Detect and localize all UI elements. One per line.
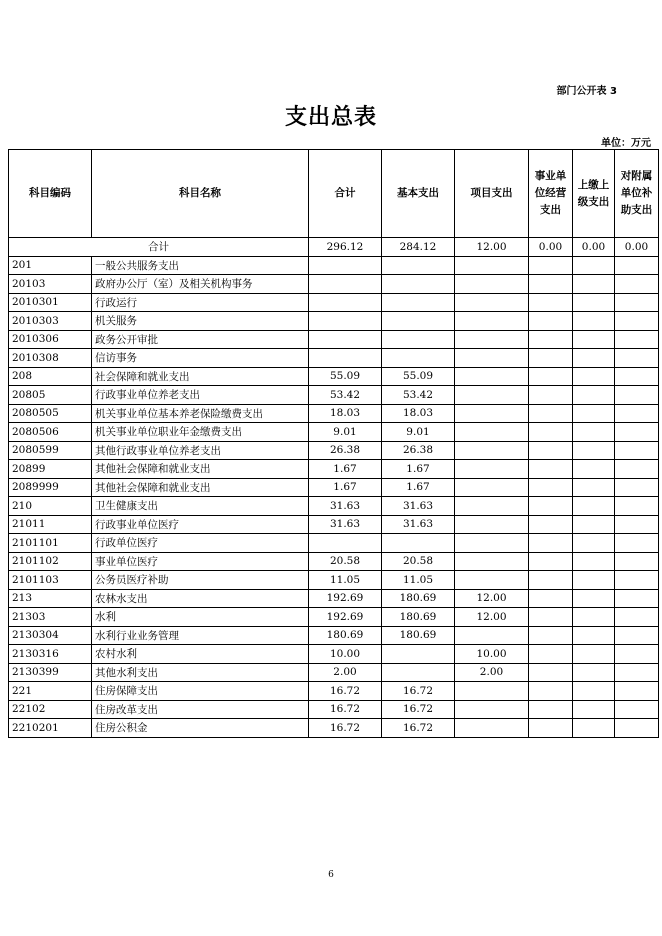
row-project [455,460,529,479]
row-name: 行政事业单位医疗 [92,515,309,534]
row-upper [573,589,615,608]
row-basic: 16.72 [382,700,455,719]
row-upper [573,626,615,645]
row-name: 其他行政事业单位养老支出 [92,441,309,460]
row-project [455,404,529,423]
row-subsidy [615,460,659,479]
row-subsidy [615,404,659,423]
table-row [9,571,659,590]
row-upper [573,312,615,331]
row-basic: 9.01 [382,423,455,442]
row-name: 其他社会保障和就业支出 [92,478,309,497]
row-project [455,571,529,590]
row-name: 住房保障支出 [92,682,309,701]
row-business [529,719,573,738]
row-subsidy [615,608,659,627]
row-code: 21011 [9,515,92,534]
row-total: 16.72 [309,700,382,719]
table-row [9,663,659,682]
row-upper [573,478,615,497]
total-total: 296.12 [309,238,382,257]
row-business [529,608,573,627]
header-basic: 基本支出 [382,150,455,238]
row-project [455,534,529,553]
table-row [9,386,659,405]
table-row [9,645,659,664]
row-business [529,682,573,701]
row-project: 12.00 [455,608,529,627]
row-upper [573,423,615,442]
header-code: 科目编码 [9,150,92,238]
row-business [529,700,573,719]
table-row [9,589,659,608]
row-basic: 55.09 [382,367,455,386]
row-project [455,552,529,571]
row-basic: 26.38 [382,441,455,460]
row-name: 行政单位医疗 [92,534,309,553]
row-name: 行政事业单位养老支出 [92,386,309,405]
row-business [529,534,573,553]
row-basic: 180.69 [382,589,455,608]
row-total: 26.38 [309,441,382,460]
expenditure-table [8,149,659,738]
row-business [529,386,573,405]
table-row [9,515,659,534]
total-project: 12.00 [455,238,529,257]
row-basic [382,256,455,275]
total-row [9,238,659,257]
header-name: 科目名称 [92,150,309,238]
row-project [455,367,529,386]
table-row [9,293,659,312]
row-project [455,626,529,645]
row-basic [382,663,455,682]
row-total [309,293,382,312]
row-upper [573,367,615,386]
row-subsidy [615,478,659,497]
row-project [455,515,529,534]
row-name: 政务公开审批 [92,330,309,349]
row-project [455,478,529,497]
row-business [529,552,573,571]
header-project: 项目支出 [455,150,529,238]
form-number: 部门公开表 3 [556,86,617,97]
row-basic: 1.67 [382,478,455,497]
row-name: 水利行业业务管理 [92,626,309,645]
row-project [455,682,529,701]
row-business [529,256,573,275]
row-subsidy [615,386,659,405]
row-subsidy [615,441,659,460]
row-code: 2101103 [9,571,92,590]
table-row [9,682,659,701]
table-row [9,256,659,275]
row-business [529,645,573,664]
row-total [309,349,382,368]
row-business [529,663,573,682]
row-basic [382,349,455,368]
row-subsidy [615,349,659,368]
row-project [455,386,529,405]
row-basic: 31.63 [382,515,455,534]
row-business [529,404,573,423]
page-title: 支出总表 [284,105,377,130]
row-subsidy [615,293,659,312]
table-row [9,534,659,553]
row-code: 213 [9,589,92,608]
row-code: 2010301 [9,293,92,312]
table-row [9,441,659,460]
row-subsidy [615,626,659,645]
row-business [529,441,573,460]
header-business: 事业单位经营支出 [529,150,573,238]
row-name: 社会保障和就业支出 [92,367,309,386]
row-code: 2089999 [9,478,92,497]
row-code: 20103 [9,275,92,294]
row-subsidy [615,534,659,553]
row-total [309,330,382,349]
row-business [529,589,573,608]
row-project [455,423,529,442]
row-total: 20.58 [309,552,382,571]
row-business [529,626,573,645]
row-upper [573,571,615,590]
row-name: 住房公积金 [92,719,309,738]
row-name: 信访事务 [92,349,309,368]
row-name: 公务员医疗补助 [92,571,309,590]
row-basic: 180.69 [382,626,455,645]
row-business [529,478,573,497]
row-code: 210 [9,497,92,516]
table-row [9,275,659,294]
table-row [9,497,659,516]
row-basic: 16.72 [382,719,455,738]
row-code: 2101101 [9,534,92,553]
row-project [455,700,529,719]
row-total: 31.63 [309,497,382,516]
row-project [455,293,529,312]
row-code: 20899 [9,460,92,479]
row-total: 180.69 [309,626,382,645]
row-code: 221 [9,682,92,701]
row-basic: 180.69 [382,608,455,627]
table-row [9,349,659,368]
row-project [455,256,529,275]
row-upper [573,441,615,460]
row-code: 2080599 [9,441,92,460]
row-project: 2.00 [455,663,529,682]
row-basic: 20.58 [382,552,455,571]
row-subsidy [615,682,659,701]
row-code: 20805 [9,386,92,405]
row-total: 11.05 [309,571,382,590]
row-upper [573,552,615,571]
row-upper [573,293,615,312]
unit-label: 单位：万元 [601,138,651,149]
row-project [455,719,529,738]
row-business [529,367,573,386]
table-row [9,404,659,423]
row-basic [382,275,455,294]
row-business [529,423,573,442]
row-total: 9.01 [309,423,382,442]
row-upper [573,663,615,682]
row-subsidy [615,423,659,442]
row-name: 其他社会保障和就业支出 [92,460,309,479]
total-subsidy: 0.00 [615,238,659,257]
row-basic [382,312,455,331]
table-row [9,423,659,442]
row-upper [573,275,615,294]
row-total: 55.09 [309,367,382,386]
row-name: 农林水支出 [92,589,309,608]
table-row [9,367,659,386]
row-project [455,441,529,460]
row-total: 1.67 [309,478,382,497]
row-code: 2130316 [9,645,92,664]
row-basic: 1.67 [382,460,455,479]
row-upper [573,608,615,627]
row-basic: 18.03 [382,404,455,423]
table-row [9,626,659,645]
row-business [529,497,573,516]
row-upper [573,386,615,405]
row-code: 2010303 [9,312,92,331]
row-upper [573,682,615,701]
total-basic: 284.12 [382,238,455,257]
row-business [529,349,573,368]
row-basic [382,645,455,664]
row-code: 2080505 [9,404,92,423]
row-subsidy [615,312,659,331]
row-business [529,312,573,331]
row-upper [573,349,615,368]
row-basic [382,330,455,349]
row-total: 192.69 [309,608,382,627]
row-upper [573,404,615,423]
row-subsidy [615,645,659,664]
row-subsidy [615,552,659,571]
row-name: 政府办公厅（室）及相关机构事务 [92,275,309,294]
row-subsidy [615,663,659,682]
row-basic: 11.05 [382,571,455,590]
row-total [309,275,382,294]
row-code: 2010306 [9,330,92,349]
row-name: 机关事业单位基本养老保险缴费支出 [92,404,309,423]
row-code: 2210201 [9,719,92,738]
row-code: 22102 [9,700,92,719]
row-name: 一般公共服务支出 [92,256,309,275]
row-code: 2010308 [9,349,92,368]
row-project [455,330,529,349]
row-name: 水利 [92,608,309,627]
page-number: 6 [328,870,334,880]
row-code: 2080506 [9,423,92,442]
row-basic: 31.63 [382,497,455,516]
row-business [529,515,573,534]
row-name: 行政运行 [92,293,309,312]
row-total: 31.63 [309,515,382,534]
row-subsidy [615,589,659,608]
row-total: 1.67 [309,460,382,479]
table-row [9,552,659,571]
row-total [309,256,382,275]
row-subsidy [615,330,659,349]
row-subsidy [615,700,659,719]
row-code: 201 [9,256,92,275]
row-upper [573,645,615,664]
row-upper [573,700,615,719]
row-total: 192.69 [309,589,382,608]
row-basic [382,534,455,553]
row-upper [573,497,615,516]
header-subsidy: 对附属单位补助支出 [615,150,659,238]
row-project [455,497,529,516]
row-business [529,275,573,294]
header-total: 合计 [309,150,382,238]
row-total: 16.72 [309,719,382,738]
row-business [529,460,573,479]
table-row [9,700,659,719]
table-row [9,719,659,738]
row-project [455,349,529,368]
row-total: 10.00 [309,645,382,664]
row-code: 208 [9,367,92,386]
row-total: 18.03 [309,404,382,423]
row-subsidy [615,275,659,294]
row-upper [573,460,615,479]
row-subsidy [615,571,659,590]
row-name: 事业单位医疗 [92,552,309,571]
row-name: 其他水利支出 [92,663,309,682]
row-code: 21303 [9,608,92,627]
row-project: 10.00 [455,645,529,664]
row-subsidy [615,515,659,534]
row-project [455,312,529,331]
row-total: 16.72 [309,682,382,701]
row-basic: 53.42 [382,386,455,405]
table-row [9,460,659,479]
row-total [309,534,382,553]
row-code: 2101102 [9,552,92,571]
row-total: 53.42 [309,386,382,405]
row-name: 住房改革支出 [92,700,309,719]
row-subsidy [615,497,659,516]
row-code: 2130399 [9,663,92,682]
table-row [9,312,659,331]
total-label: 合计 [9,238,309,257]
row-basic [382,293,455,312]
row-name: 农村水利 [92,645,309,664]
row-project: 12.00 [455,589,529,608]
row-business [529,571,573,590]
row-subsidy [615,256,659,275]
row-subsidy [615,719,659,738]
header-upper: 上缴上级支出 [573,150,615,238]
row-upper [573,515,615,534]
row-project [455,275,529,294]
table-header-row [9,150,659,238]
table-row [9,478,659,497]
row-total [309,312,382,331]
row-name: 卫生健康支出 [92,497,309,516]
table-row [9,330,659,349]
row-upper [573,330,615,349]
table-row [9,608,659,627]
row-upper [573,534,615,553]
row-upper [573,256,615,275]
row-business [529,330,573,349]
row-name: 机关事业单位职业年金缴费支出 [92,423,309,442]
row-code: 2130304 [9,626,92,645]
row-name: 机关服务 [92,312,309,331]
total-business: 0.00 [529,238,573,257]
row-business [529,293,573,312]
row-subsidy [615,367,659,386]
row-basic: 16.72 [382,682,455,701]
row-upper [573,719,615,738]
total-upper: 0.00 [573,238,615,257]
row-total: 2.00 [309,663,382,682]
